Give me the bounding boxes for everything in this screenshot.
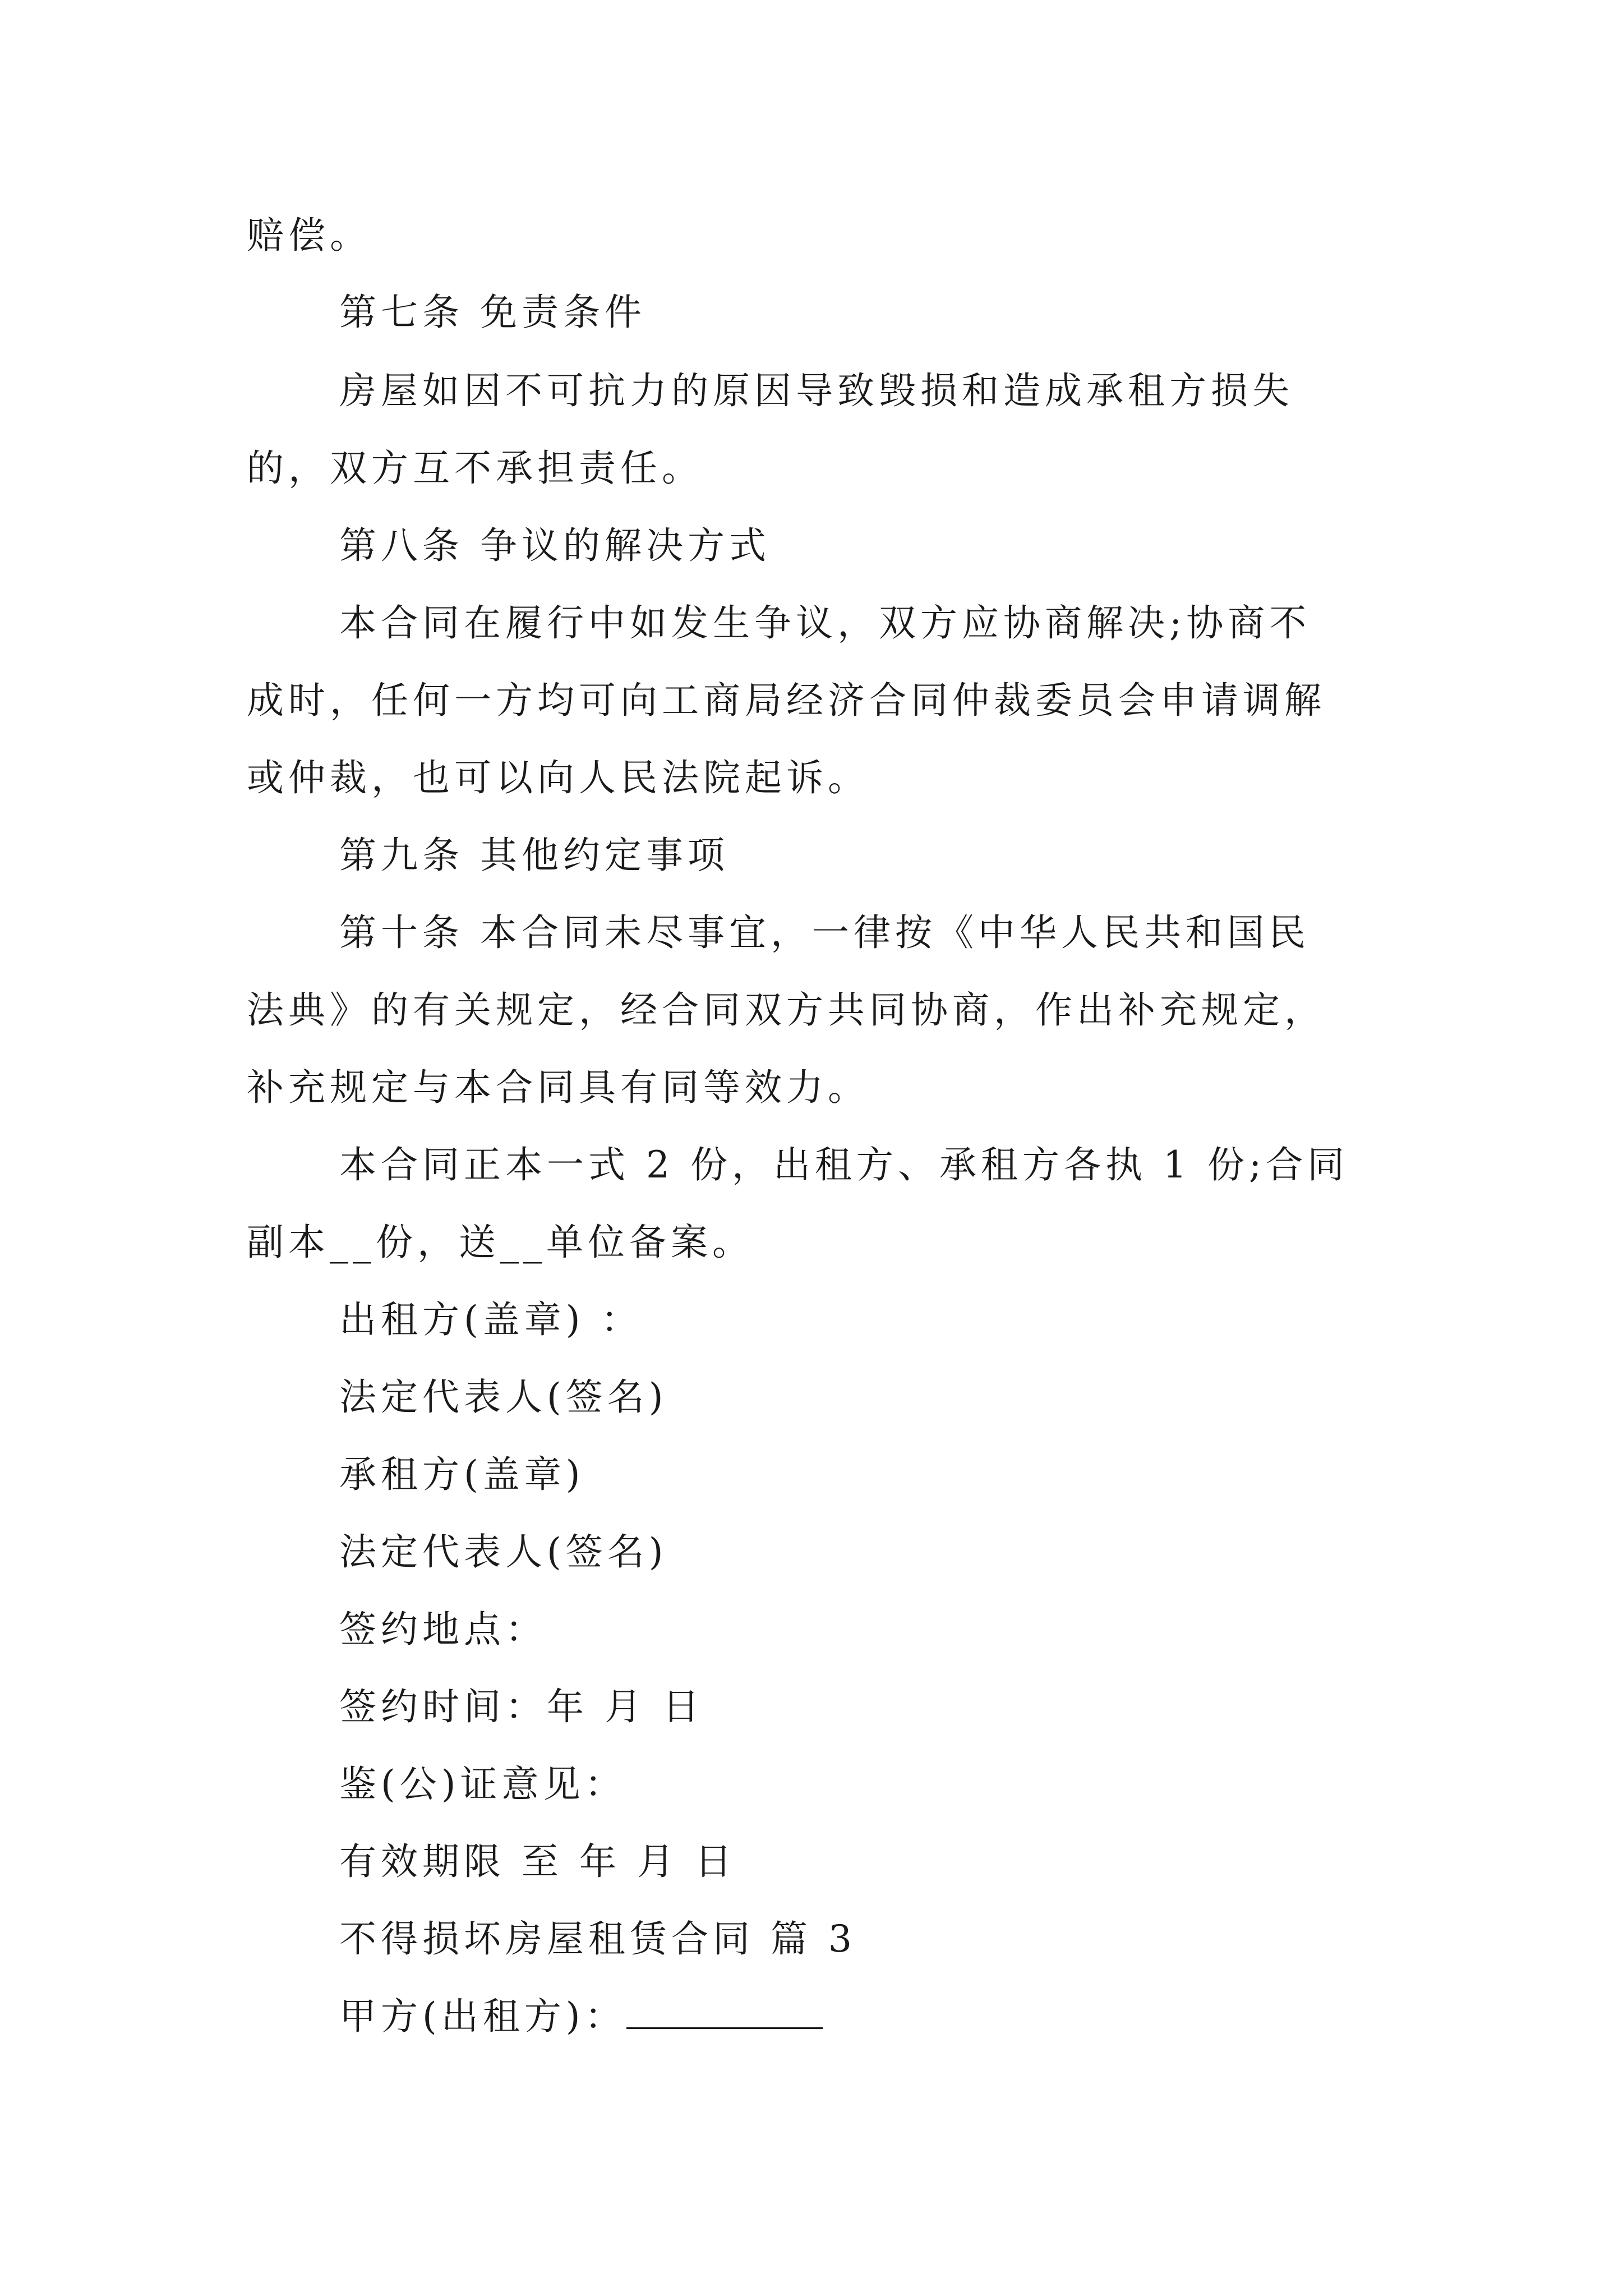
party-a-blank bbox=[626, 1996, 823, 2029]
text-line-11: 法典》的有关规定，经合同双方共同协商，作出补充规定， bbox=[247, 988, 1326, 1032]
text-line-13: 本合同正本一式 2 份，出租方、承租方各执 1 份;合同 bbox=[339, 1143, 1349, 1186]
lessor-representative-line: 法定代表人(签名) bbox=[339, 1375, 668, 1419]
article-8-heading: 第八条 争议的解决方式 bbox=[339, 524, 771, 567]
article-7-heading: 第七条 免责条件 bbox=[339, 291, 646, 334]
text-line-4: 的，双方互不承担责任。 bbox=[247, 447, 703, 490]
text-line-7: 成时，任何一方均可向工商局经济合同仲裁委员会申请调解 bbox=[247, 679, 1326, 722]
text-line-8: 或仲裁，也可以向人民法院起诉。 bbox=[247, 756, 869, 799]
text-line-1: 赔偿。 bbox=[247, 214, 371, 257]
article-9-heading: 第九条 其他约定事项 bbox=[339, 834, 729, 877]
party-a-label: 甲方(出租方)： bbox=[339, 1995, 626, 2038]
text-line-12: 补充规定与本合同具有同等效力。 bbox=[247, 1066, 869, 1109]
lessee-seal-line: 承租方(盖章) bbox=[339, 1453, 585, 1496]
lessee-representative-line: 法定代表人(签名) bbox=[339, 1530, 668, 1573]
signing-date-line: 签约时间：年 月 日 bbox=[339, 1685, 704, 1728]
party-a-line bbox=[339, 1991, 1402, 2042]
text-line-14: 副本__份，送__单位备案。 bbox=[247, 1221, 754, 1264]
article-10-heading: 第十条 本合同未尽事宜，一律按《中华人民共和国民 bbox=[339, 911, 1310, 954]
text-line-6: 本合同在履行中如发生争议，双方应协商解决;协商不 bbox=[339, 601, 1311, 645]
section-3-title: 不得损坏房屋租赁合同 篇 3 bbox=[339, 1917, 856, 1961]
notarization-opinion-line: 鉴(公)证意见： bbox=[339, 1763, 626, 1806]
validity-period-line: 有效期限 至 年 月 日 bbox=[339, 1840, 736, 1883]
text-line-3: 房屋如因不可抗力的原因导致毁损和造成承租方损失 bbox=[339, 369, 1294, 412]
lessor-seal-line: 出租方(盖章) ： bbox=[339, 1298, 643, 1341]
signing-place-line: 签约地点： bbox=[339, 1608, 547, 1651]
